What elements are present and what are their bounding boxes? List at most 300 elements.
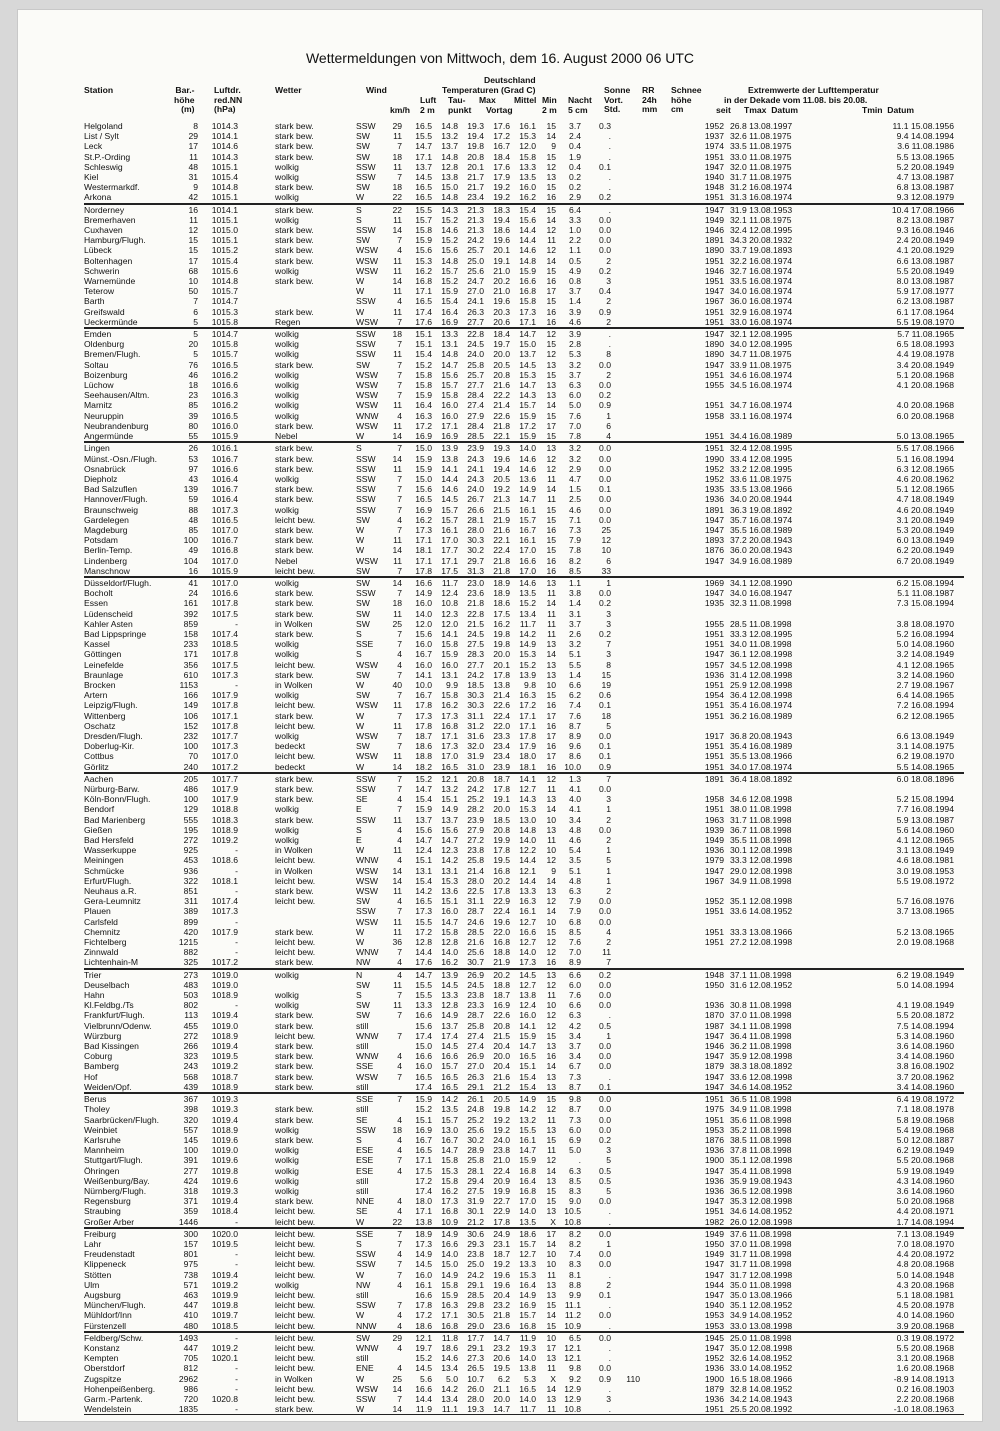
cell-tmax: 31.6 12.08.1952: [730, 979, 793, 990]
cell-pressure: 1015.1: [211, 192, 238, 203]
cell-rain: 0.0: [599, 504, 611, 515]
cell-wind-dir: SW: [356, 182, 370, 193]
cell-tmax: 32.6 14.08.1952: [730, 1353, 793, 1364]
cell-rain: 0.0: [599, 824, 611, 835]
cell-dewpoint: 16.2: [441, 957, 458, 968]
cell-dewpoint: 13.1: [441, 339, 458, 350]
cell-wind-dir: W: [356, 545, 365, 556]
cell-wind-dir: SSW: [356, 225, 376, 236]
cell-dewpoint: 15.9: [441, 649, 458, 660]
cell-weather: wolkig: [275, 349, 299, 360]
cell-station: Freudenstadt: [84, 1249, 135, 1260]
cell-rain: .: [608, 204, 611, 215]
cell-temp-min: 12.7: [519, 1249, 536, 1260]
cell-temp-max: 27.4: [467, 400, 484, 411]
cell-wind-dir: still: [356, 1104, 369, 1115]
cell-tmin: 3.4 14.08.1960: [896, 1051, 954, 1062]
cell-tmin: 4.5 20.08.1978: [896, 1300, 954, 1311]
cell-temp-air: 15.5: [415, 916, 432, 927]
cell-bar: 43: [188, 473, 198, 484]
cell-tmax: 34.5 16.08.1974: [730, 380, 793, 391]
cell-temp-min: 14.7: [519, 494, 536, 505]
cell-wind-dir: S: [356, 649, 362, 660]
cell-bar: 398: [183, 1104, 198, 1115]
cell-tmin: 9.3 16.08.1946: [896, 225, 954, 236]
cell-temp-mean: 18.8: [493, 979, 510, 990]
cell-bar: 801: [183, 1249, 198, 1260]
cell-sunshine: 6.9: [569, 1134, 581, 1145]
cell-tmax: 32.9 16.08.1974: [730, 306, 793, 317]
cell-wind-dir: SSW: [356, 1300, 376, 1311]
cell-temp-mean: 22.9: [493, 896, 510, 907]
cell-sunshine: 3.2: [569, 453, 581, 464]
cell-station: Lüchow: [84, 380, 114, 391]
cell-wind-dir: NW: [356, 1279, 371, 1290]
cell-weather: stark bew.: [275, 669, 314, 680]
cell-bar: 439: [183, 1081, 198, 1092]
cell-pressure: 1018.5: [211, 639, 238, 650]
table-row: [84, 1155, 964, 1165]
cell-temp-night: 12: [546, 453, 556, 464]
cell-temp-max: 10.7: [467, 1373, 484, 1384]
cell-rain: 0.0: [599, 453, 611, 464]
cell-bar: 1215: [178, 937, 198, 948]
cell-temp-air: 17.2: [415, 1310, 432, 1321]
cell-temp-mean: 18.9: [493, 577, 510, 588]
cell-station: Boltenhagen: [84, 255, 133, 266]
cell-pressure: 1017.7: [211, 773, 238, 784]
cell-wind-dir: SW: [356, 514, 370, 525]
table-row: [84, 1270, 964, 1280]
cell-pressure: 1016.1: [211, 443, 238, 454]
cell-tmax: 32.1 11.08.1975: [730, 214, 792, 225]
cell-temp-air: 17.3: [415, 524, 432, 535]
cell-dewpoint: 14.6: [441, 1353, 458, 1364]
cell-tmin: 7.0 18.08.1970: [896, 1238, 954, 1249]
cell-tmax: 31.9 13.08.1953: [730, 204, 793, 215]
cell-rain: 0.1: [599, 700, 611, 711]
cell-temp-air: 14.0: [415, 608, 432, 619]
cell-bar: 232: [183, 730, 198, 741]
cell-rain: 0.0: [599, 730, 611, 741]
cell-rain: 0.2: [599, 598, 611, 609]
cell-temp-min: 17.1: [519, 316, 536, 327]
cell-since: 1949: [704, 1228, 724, 1239]
cell-rain: 0.9: [599, 1373, 611, 1384]
cell-sunshine: 2.4: [569, 131, 581, 142]
cell-rain: 33: [601, 565, 611, 576]
cell-wind-speed: 11: [393, 608, 402, 619]
cell-wind-dir: W: [356, 524, 365, 535]
cell-temp-max: 28.0: [467, 875, 484, 886]
table-row: [84, 1300, 964, 1310]
table-row: [84, 235, 964, 245]
cell-pressure: 1019.6: [211, 1155, 238, 1166]
cell-tmax: 34.0 17.08.1974: [730, 761, 793, 772]
cell-rain: 0.0: [599, 494, 611, 505]
table-row: [84, 1239, 964, 1249]
cell-rain: 0.0: [599, 1310, 611, 1321]
cell-temp-air: 11.9: [415, 1404, 432, 1415]
cell-sunshine: 6.3: [569, 380, 581, 391]
cell-since: 1955: [704, 618, 724, 629]
cell-station: Bremerhaven: [84, 214, 136, 225]
cell-temp-air: 16.5: [415, 494, 432, 505]
cell-wind-dir: SW: [356, 1332, 370, 1343]
cell-wind-dir: SSW: [356, 814, 376, 825]
cell-wind-dir: W: [356, 1269, 365, 1280]
cell-since: 1951: [704, 751, 724, 762]
cell-sunshine: 4.1: [569, 804, 581, 815]
cell-tmax: 31.7 11.08.1998: [730, 1249, 792, 1260]
cell-temp-max: 30.2: [467, 1134, 484, 1145]
cell-rain: 0.0: [599, 1000, 611, 1011]
cell-rain: 1: [606, 875, 611, 886]
cell-since: 1900: [704, 1155, 724, 1166]
cell-pressure: 1016.2: [211, 369, 238, 380]
cell-dewpoint: 13.5: [441, 1104, 458, 1115]
cell-rain: 0.2: [599, 265, 611, 276]
cell-dewpoint: 11.8: [441, 1332, 458, 1343]
cell-tmax: 37.0 11.08.1998: [730, 1238, 792, 1249]
cell-temp-air: 16.3: [415, 410, 432, 421]
cell-sunshine: 6.3: [569, 886, 581, 897]
cell-dewpoint: 15.9: [441, 1289, 458, 1300]
cell-wind-dir: SSW: [356, 1124, 376, 1135]
cell-dewpoint: 16.8: [441, 1206, 458, 1217]
cell-temp-min: 15.9: [519, 431, 536, 442]
cell-tmax: 26.0 12.08.1998: [730, 1216, 793, 1227]
cell-sunshine: 7.9: [569, 906, 581, 917]
cell-since: 1949: [704, 214, 724, 225]
cell-dewpoint: 15.1: [441, 794, 458, 805]
cell-wind-dir: still: [356, 1081, 369, 1092]
cell-pressure: 1017.3: [211, 741, 238, 752]
cell-station: Regensburg: [84, 1196, 131, 1207]
table-row: [84, 886, 964, 896]
cell-wind-speed: 7: [397, 741, 402, 752]
cell-rain: 10: [601, 545, 611, 556]
cell-wind-speed: 7: [397, 1300, 402, 1311]
cell-tmax: 36.4 12.08.1998: [730, 690, 793, 701]
cell-temp-air: 14.5: [415, 172, 432, 183]
cell-rain: 2: [606, 937, 611, 948]
cell-rain: 0.2: [599, 969, 611, 980]
cell-pressure: 1017.2: [211, 761, 238, 772]
cell-temp-night: 15: [546, 369, 556, 380]
cell-pressure: 1019.6: [211, 1134, 238, 1145]
cell-weather: wolkig: [275, 400, 299, 411]
cell-pressure: -: [235, 1373, 238, 1384]
cell-temp-air: 12.4: [415, 845, 432, 856]
cell-wind-dir: still: [356, 1353, 369, 1364]
cell-pressure: 1016.7: [211, 453, 238, 464]
header-max: Max: [479, 95, 496, 105]
cell-bar: 802: [183, 1000, 198, 1011]
cell-pressure: 1019.4: [211, 1269, 238, 1280]
cell-rain: 0.0: [599, 1363, 611, 1374]
cell-station: Weiden/Opf.: [84, 1081, 132, 1092]
cell-temp-min: 15.3: [519, 369, 536, 380]
cell-wind-speed: 7: [397, 690, 402, 701]
cell-wind-speed: 4: [397, 245, 402, 256]
cell-weather: wolkig: [275, 504, 299, 515]
cell-bar: 152: [183, 720, 198, 731]
cell-station: Teterow: [84, 286, 115, 297]
cell-dewpoint: 12.4: [441, 588, 458, 599]
cell-dewpoint: 15.0: [441, 182, 458, 193]
cell-station: Leck: [84, 141, 103, 152]
cell-temp-night: 15: [546, 545, 556, 556]
cell-sunshine: 6.3: [569, 1010, 581, 1021]
cell-temp-night: 12: [546, 1010, 556, 1021]
cell-weather: stark bew.: [275, 926, 314, 937]
cell-bar: 100: [183, 535, 198, 546]
cell-sunshine: 6.0: [569, 1124, 581, 1135]
cell-weather: wolkig: [275, 265, 299, 276]
cell-tmax: 36.5 12.08.1998: [730, 1185, 793, 1196]
cell-sunshine: 5.0: [569, 1145, 581, 1156]
cell-dewpoint: 13.8: [441, 172, 458, 183]
cell-temp-max: 25.6: [467, 265, 484, 276]
cell-temp-air: 15.8: [415, 369, 432, 380]
cell-dewpoint: 12.3: [441, 845, 458, 856]
cell-weather: stark bew.: [275, 794, 314, 805]
cell-temp-max: 25.0: [467, 255, 484, 266]
cell-wind-speed: 4: [397, 1310, 402, 1321]
cell-since: 1974: [704, 141, 724, 152]
cell-wind-dir: WSW: [356, 400, 378, 411]
table-row: [84, 1115, 964, 1125]
cell-tmin: 10.4 17.08.1966: [891, 204, 954, 215]
cell-temp-max: 21.4: [467, 865, 484, 876]
cell-temp-max: 28.3: [467, 649, 484, 660]
cell-tmin: 7.2 16.08.1994: [896, 700, 954, 711]
cell-tmax: 36.1 12.08.1998: [730, 649, 793, 660]
cell-wind-dir: still: [356, 1041, 369, 1052]
cell-since: 1951: [704, 937, 724, 948]
cell-station: Warnemünde: [84, 276, 136, 287]
cell-tmin: 6.2 19.08.1970: [896, 751, 954, 762]
cell-temp-mean: 21.0: [493, 1155, 510, 1166]
cell-station: Gardelegen: [84, 514, 129, 525]
cell-wind-dir: NNW: [356, 1320, 377, 1331]
cell-pressure: 1014.3: [211, 121, 238, 131]
cell-since: 1967: [704, 296, 724, 307]
cell-tmax: 34.5 12.08.1998: [730, 659, 793, 670]
cell-sunshine: 9.8: [569, 1363, 581, 1374]
cell-temp-mean: 18.7: [493, 990, 510, 1001]
cell-temp-min: 15.2: [519, 659, 536, 670]
cell-temp-max: 21.3: [467, 225, 484, 236]
cell-temp-min: 16.8: [519, 1320, 536, 1331]
cell-since: 1891: [704, 773, 724, 784]
table-row: [84, 917, 964, 927]
cell-temp-night: 11: [547, 628, 556, 639]
cell-wind-dir: WNW: [356, 410, 379, 421]
cell-temp-mean: 16.2: [493, 618, 510, 629]
table-row: [84, 773, 964, 784]
cell-station: Aachen: [84, 773, 114, 784]
cell-temp-mean: 17.8: [493, 669, 510, 680]
cell-weather: wolkig: [275, 690, 299, 701]
cell-weather: stark bew.: [275, 814, 314, 825]
cell-temp-mean: 19.2: [493, 484, 510, 495]
cell-bar: 5: [193, 316, 198, 327]
cell-temp-air: 14.7: [415, 141, 432, 152]
cell-temp-max: 24.0: [467, 484, 484, 495]
cell-wind-dir: WSW: [356, 875, 378, 886]
cell-tmin: 4.0 20.08.1968: [896, 400, 954, 411]
cell-tmax: 35.6 11.08.1998: [730, 1114, 792, 1125]
cell-wind-dir: E: [356, 835, 362, 846]
cell-wind-speed: 4: [397, 296, 402, 307]
cell-rain: 0.2: [599, 1134, 611, 1145]
cell-bar: 11: [189, 151, 198, 162]
cell-wind-dir: still: [356, 1289, 369, 1300]
cell-dewpoint: 13.4: [441, 1363, 458, 1374]
cell-temp-night: 15: [546, 1300, 556, 1311]
cell-temp-night: 16: [546, 700, 556, 711]
cell-wind-speed: 7: [397, 1228, 402, 1239]
cell-bar: 1446: [178, 1216, 198, 1227]
cell-sunshine: 1.4: [569, 598, 581, 609]
cell-dewpoint: 10.9: [441, 1216, 458, 1227]
cell-wind-dir: SW: [356, 359, 370, 370]
cell-bar: 145: [183, 1134, 198, 1145]
cell-temp-min: 13.5: [519, 1216, 536, 1227]
table-row: [84, 751, 964, 761]
cell-temp-mean: 21.6: [493, 380, 510, 391]
cell-bar: 367: [183, 1094, 198, 1105]
cell-temp-max: 26.3: [467, 306, 484, 317]
cell-temp-max: 28.0: [467, 1393, 484, 1404]
cell-dewpoint: 16.8: [441, 1320, 458, 1331]
cell-bar: 23: [188, 390, 198, 401]
cell-since: 1936: [704, 1393, 724, 1404]
cell-station: Wasserkuppe: [84, 845, 137, 856]
cell-since: 1947: [704, 865, 724, 876]
cell-wind-dir: NW: [356, 957, 371, 968]
cell-station: Braunlage: [84, 669, 124, 680]
cell-temp-air: 15.9: [415, 1094, 432, 1105]
cell-temp-mean: 19.2: [493, 182, 510, 193]
table-row: [84, 1343, 964, 1353]
cell-rain: .: [608, 1269, 611, 1280]
cell-weather: wolkig: [275, 369, 299, 380]
cell-tmax: 33.0 16.08.1974: [730, 316, 793, 327]
cell-station: Schmücke: [84, 865, 125, 876]
cell-dewpoint: 5.0: [446, 1373, 458, 1384]
cell-dewpoint: 16.5: [441, 761, 458, 772]
cell-tmax: 25.5 20.08.1992: [730, 1404, 793, 1415]
cell-wind-speed: 4: [397, 1061, 402, 1072]
cell-temp-night: 10: [546, 1000, 556, 1011]
cell-wind-dir: SSW: [356, 484, 376, 495]
cell-pressure: 1017.0: [211, 555, 238, 566]
cell-rain: 0.0: [599, 906, 611, 917]
cell-temp-mean: 16.7: [493, 141, 510, 152]
cell-weather: stark bew.: [275, 306, 314, 317]
cell-pressure: 1017.0: [211, 524, 238, 535]
cell-temp-mean: 22.6: [493, 700, 510, 711]
cell-since: 1947: [704, 286, 724, 297]
cell-sunshine: 1.4: [569, 296, 581, 307]
cell-temp-air: 17.2: [415, 420, 432, 431]
cell-wind-speed: 14: [392, 276, 402, 287]
cell-since: 1952: [704, 463, 724, 474]
cell-temp-max: 25.6: [467, 947, 484, 958]
cell-pressure: -: [235, 865, 238, 876]
cell-temp-max: 23.9: [467, 814, 484, 825]
cell-tmin: 7.3 15.08.1994: [896, 598, 954, 609]
header-taupunkt: Tau- punkt: [448, 95, 472, 115]
cell-temp-mean: 18.8: [493, 947, 510, 958]
cell-dewpoint: 15.1: [441, 896, 458, 907]
cell-since: 1951: [704, 741, 724, 752]
cell-bar: 171: [183, 649, 198, 660]
cell-temp-air: 17.3: [415, 906, 432, 917]
cell-bar: 12: [188, 225, 198, 236]
cell-station: Augsburg: [84, 1289, 121, 1300]
cell-weather: wolkig: [275, 804, 299, 815]
table-row: [84, 577, 964, 588]
cell-pressure: 1014.7: [211, 329, 238, 340]
cell-tmax: 35.2 11.08.1998: [730, 1124, 792, 1135]
cell-wind-speed: 18: [392, 598, 402, 609]
cell-wind-dir: SSW: [356, 453, 376, 464]
cell-temp-mean: 22.4: [493, 545, 510, 556]
cell-temp-max: 26.6: [467, 504, 484, 515]
header-seit: seit: [716, 105, 731, 115]
cell-temp-mean: 24.9: [493, 1228, 510, 1239]
cell-weather: leicht bew.: [275, 659, 316, 670]
cell-sunshine: 9.9: [569, 1289, 581, 1300]
cell-temp-mean: 19.6: [493, 1269, 510, 1280]
cell-dewpoint: 13.0: [441, 1124, 458, 1135]
cell-pressure: 1014.3: [211, 151, 238, 162]
cell-rain: 1: [606, 865, 611, 876]
cell-since: 1951: [704, 710, 724, 721]
cell-sunshine: 4.6: [569, 504, 581, 515]
cell-temp-mean: 21.5: [493, 1030, 510, 1041]
cell-since: 1949: [704, 1249, 724, 1260]
cell-tmax: 33.3 12.08.1998: [730, 855, 793, 866]
cell-temp-mean: 20.8: [493, 369, 510, 380]
cell-tmax: 35.0 12.08.1998: [730, 1342, 793, 1353]
cell-station: Kempten: [84, 1353, 119, 1364]
cell-dewpoint: 16.0: [441, 400, 458, 411]
cell-rain: 0.0: [599, 1249, 611, 1260]
table-row: [84, 1061, 964, 1071]
cell-temp-mean: 17.6: [493, 121, 510, 131]
cell-tmin: 6.0 18.08.1896: [896, 773, 954, 784]
cell-weather: in Wolken: [275, 845, 313, 856]
cell-tmax: 34.9 16.08.1989: [730, 555, 793, 566]
cell-temp-mean: 21.9: [493, 957, 510, 968]
cell-tmin: 11.1 15.08.1956: [892, 121, 954, 131]
cell-tmin: 4.4 20.08.1971: [896, 1206, 954, 1217]
cell-sunshine: 2.8: [569, 339, 581, 350]
cell-bar: 325: [183, 957, 198, 968]
cell-temp-air: 16.5: [415, 121, 432, 131]
cell-temp-air: 17.2: [415, 1175, 432, 1186]
cell-weather: stark bew.: [275, 131, 314, 142]
cell-temp-air: 14.7: [415, 784, 432, 794]
cell-wind-dir: WSW: [356, 265, 378, 276]
cell-temp-night: 13: [546, 659, 556, 670]
cell-temp-night: 13: [546, 1041, 556, 1052]
